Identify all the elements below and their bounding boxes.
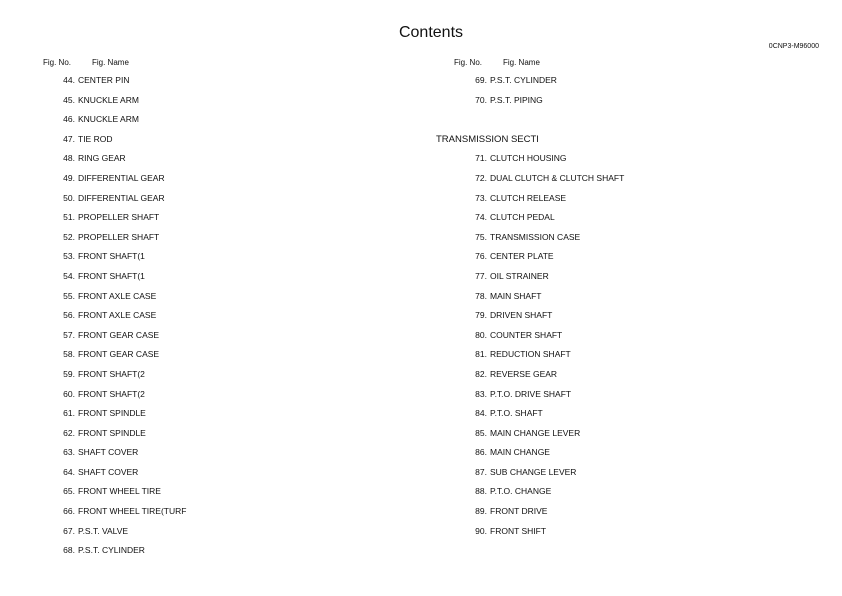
fig-number: 81. xyxy=(475,349,487,360)
toc-entry[interactable] xyxy=(474,291,624,311)
toc-entry[interactable] xyxy=(474,369,624,389)
fig-number: 56. xyxy=(63,310,75,321)
toc-entry[interactable] xyxy=(62,389,186,409)
fig-number: 67. xyxy=(63,525,75,536)
fig-number: 77. xyxy=(475,270,487,281)
fig-name: DIFFERENTIAL GEAR xyxy=(78,172,165,183)
fig-name: OIL STRAINER xyxy=(490,270,549,281)
fig-name: FRONT AXLE CASE xyxy=(78,290,157,301)
page-title: Contents xyxy=(398,24,464,41)
fig-number: 83. xyxy=(475,388,487,399)
fig-number: 63. xyxy=(63,447,75,458)
fig-name: TRANSMISSION CASE xyxy=(490,231,581,242)
toc-entry[interactable] xyxy=(474,428,624,448)
toc-entry[interactable] xyxy=(62,232,186,252)
fig-name: FRONT SHAFT(1 xyxy=(78,251,145,262)
fig-number: 44. xyxy=(63,75,75,85)
fig-number: 55. xyxy=(63,290,75,301)
fig-number: 72. xyxy=(475,172,487,183)
fig-name: CENTER PIN xyxy=(78,75,130,85)
toc-entry[interactable] xyxy=(62,428,186,448)
toc-entry[interactable] xyxy=(62,408,186,428)
fig-number: 51. xyxy=(63,212,75,223)
fig-number: 79. xyxy=(475,310,487,321)
toc-entry[interactable] xyxy=(62,369,186,389)
fig-name: RING GEAR xyxy=(78,153,126,164)
toc-entry[interactable] xyxy=(62,173,186,193)
toc-entry[interactable] xyxy=(474,408,624,428)
fig-name: SHAFT COVER xyxy=(78,447,139,458)
toc-entry[interactable] xyxy=(62,330,186,350)
fig-number: 49. xyxy=(63,172,75,183)
fig-number: 68. xyxy=(63,545,75,556)
toc-entry[interactable] xyxy=(62,526,186,546)
fig-number: 84. xyxy=(475,408,487,419)
fig-name: PROPELLER SHAFT xyxy=(78,231,160,242)
fig-name: SHAFT COVER xyxy=(78,466,139,477)
fig-name: KNUCKLE ARM xyxy=(78,114,139,125)
fig-number: 89. xyxy=(475,506,487,517)
fig-name: FRONT AXLE CASE xyxy=(78,310,157,321)
fig-name: MAIN CHANGE LEVER xyxy=(490,427,581,438)
fig-number: 64. xyxy=(63,466,75,477)
fig-name: COUNTER SHAFT xyxy=(490,329,563,340)
toc-entry[interactable] xyxy=(62,134,186,154)
toc-entry[interactable] xyxy=(474,330,624,350)
section-title: TRANSMISSION SECTI xyxy=(436,133,539,145)
fig-number: 60. xyxy=(63,388,75,399)
toc-entry[interactable] xyxy=(62,153,186,173)
fig-number: 74. xyxy=(475,212,487,223)
fig-name: SUB CHANGE LEVER xyxy=(490,466,577,477)
fig-number: 50. xyxy=(63,192,75,203)
fig-number: 80. xyxy=(475,329,487,340)
fig-number: 61. xyxy=(63,408,75,419)
fig-number: 85. xyxy=(475,427,487,438)
fig-number: 88. xyxy=(475,486,487,497)
fig-number: 75. xyxy=(475,231,487,242)
toc-entry[interactable] xyxy=(474,251,624,271)
contents-left-column xyxy=(62,75,186,565)
fig-number: 45. xyxy=(63,94,75,105)
toc-entry[interactable] xyxy=(62,271,186,291)
toc-entry[interactable] xyxy=(474,310,624,330)
fig-name: P.S.T. CYLINDER xyxy=(490,75,557,85)
fig-number: 76. xyxy=(475,251,487,262)
fig-number: 46. xyxy=(63,114,75,125)
toc-entry[interactable] xyxy=(474,153,624,173)
fig-name: P.T.O. SHAFT xyxy=(490,408,543,419)
fig-name: P.T.O. DRIVE SHAFT xyxy=(490,388,572,399)
fig-name: FRONT SPINDLE xyxy=(78,408,146,419)
fig-name: FRONT SHIFT xyxy=(490,525,547,536)
toc-entry[interactable] xyxy=(474,349,624,369)
fig-name: FRONT WHEEL TIRE xyxy=(78,486,161,497)
toc-entry[interactable] xyxy=(62,251,186,271)
fig-name: CLUTCH PEDAL xyxy=(490,212,555,223)
fig-number: 54. xyxy=(63,270,75,281)
toc-entry[interactable] xyxy=(474,232,624,252)
fig-name: DRIVEN SHAFT xyxy=(490,310,553,321)
fig-number: 87. xyxy=(475,466,487,477)
fig-number: 86. xyxy=(475,447,487,458)
toc-entry[interactable] xyxy=(474,271,624,291)
fig-number: 62. xyxy=(63,427,75,438)
toc-entry[interactable] xyxy=(474,467,624,487)
fig-name: CLUTCH RELEASE xyxy=(490,192,567,203)
right-top-list xyxy=(474,75,624,114)
fig-number: 73. xyxy=(475,192,487,203)
fig-name: FRONT SHAFT(1 xyxy=(78,270,145,281)
fig-number: 47. xyxy=(63,133,75,144)
fig-name: REVERSE GEAR xyxy=(490,368,558,379)
fig-name: P.T.O. CHANGE xyxy=(490,486,552,497)
fig-name: CENTER PLATE xyxy=(490,251,554,262)
toc-entry[interactable] xyxy=(474,173,624,193)
right-header-fig-name: Fig. Name xyxy=(503,58,540,67)
right-bottom-list xyxy=(474,153,624,545)
fig-name: FRONT SHAFT(2 xyxy=(78,368,145,379)
fig-name: FRONT GEAR CASE xyxy=(78,329,160,340)
toc-entry[interactable] xyxy=(474,212,624,232)
toc-entry[interactable] xyxy=(62,545,186,565)
toc-entry[interactable] xyxy=(62,95,186,115)
contents-right-column xyxy=(436,75,625,545)
fig-name: MAIN SHAFT xyxy=(490,290,542,301)
fig-number: 78. xyxy=(475,290,487,301)
toc-entry[interactable] xyxy=(474,193,624,213)
toc-entry[interactable] xyxy=(474,486,624,506)
fig-number: 71. xyxy=(475,153,487,164)
fig-number: 59. xyxy=(63,368,75,379)
toc-entry[interactable] xyxy=(474,389,624,409)
toc-entry[interactable] xyxy=(474,506,624,526)
fig-name: REDUCTION SHAFT xyxy=(490,349,571,360)
fig-name: FRONT WHEEL TIRE(TURF xyxy=(78,506,187,517)
left-header-fig-no: Fig. No. xyxy=(43,58,72,67)
fig-name: FRONT DRIVE xyxy=(490,506,548,517)
toc-entry[interactable] xyxy=(62,114,186,134)
toc-entry[interactable] xyxy=(474,75,624,95)
toc-entry[interactable] xyxy=(62,447,186,467)
toc-entry[interactable] xyxy=(62,75,186,95)
fig-number: 53. xyxy=(63,251,75,262)
fig-number: 82. xyxy=(475,368,487,379)
toc-entry[interactable] xyxy=(62,506,186,526)
fig-name: P.S.T. PIPING xyxy=(490,94,543,105)
right-header-fig-no: Fig. No. xyxy=(454,58,483,67)
toc-entry[interactable] xyxy=(62,193,186,213)
fig-number: 65. xyxy=(63,486,75,497)
fig-name: FRONT GEAR CASE xyxy=(78,349,160,360)
fig-name: DUAL CLUTCH & CLUTCH SHAFT xyxy=(490,172,625,183)
toc-entry[interactable] xyxy=(474,526,624,546)
fig-name: P.S.T. CYLINDER xyxy=(78,545,145,556)
toc-entry[interactable] xyxy=(62,310,186,330)
fig-number: 69. xyxy=(475,75,487,85)
toc-entry[interactable] xyxy=(62,486,186,506)
section-spacer xyxy=(474,114,624,134)
fig-name: TIE ROD xyxy=(78,133,113,144)
fig-name: FRONT SPINDLE xyxy=(78,427,146,438)
toc-entry[interactable] xyxy=(62,291,186,311)
fig-number: 70. xyxy=(475,94,487,105)
left-header-fig-name: Fig. Name xyxy=(92,58,129,67)
document-code: 0CNP3-M96000 xyxy=(768,43,819,50)
toc-entry[interactable] xyxy=(62,349,186,369)
fig-name: KNUCKLE ARM xyxy=(78,94,139,105)
fig-name: CLUTCH HOUSING xyxy=(490,153,567,164)
toc-entry[interactable] xyxy=(474,447,624,467)
fig-number: 90. xyxy=(475,525,487,536)
toc-entry[interactable] xyxy=(62,467,186,487)
toc-entry[interactable] xyxy=(474,95,624,115)
fig-name: PROPELLER SHAFT xyxy=(78,212,160,223)
fig-number: 52. xyxy=(63,231,75,242)
fig-number: 48. xyxy=(63,153,75,164)
fig-number: 66. xyxy=(63,506,75,517)
fig-number: 58. xyxy=(63,349,75,360)
fig-name: P.S.T. VALVE xyxy=(78,525,129,536)
fig-number: 57. xyxy=(63,329,75,340)
fig-name: MAIN CHANGE xyxy=(490,447,550,458)
toc-entry[interactable] xyxy=(62,212,186,232)
fig-name: FRONT SHAFT(2 xyxy=(78,388,145,399)
fig-name: DIFFERENTIAL GEAR xyxy=(78,192,165,203)
